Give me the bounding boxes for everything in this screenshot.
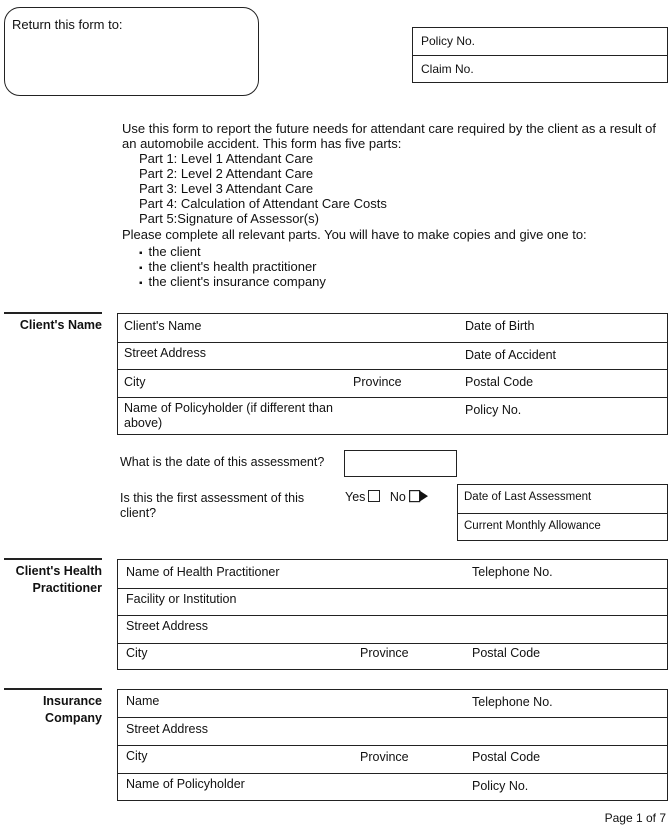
yes-label: Yes xyxy=(345,490,366,504)
date-accident-label: Date of Accident xyxy=(465,348,557,362)
claim-no-label: Claim No. xyxy=(421,62,474,76)
recipient-item: ▪ the client's insurance company xyxy=(139,274,672,289)
province-label: Province xyxy=(360,646,409,660)
part-item: Part 2: Level 2 Attendant Care xyxy=(139,166,314,181)
insurance-info-table xyxy=(117,689,668,801)
parts-list xyxy=(122,151,672,226)
last-assessment-label: Date of Last Assessment xyxy=(464,491,592,503)
recipient-list xyxy=(122,244,672,289)
assessment-date-question: What is the date of this assessment? xyxy=(120,455,325,469)
policy-no-label: Policy No. xyxy=(472,779,529,793)
copies-paragraph: Please complete all relevant parts. You will have to make copies and give one to: xyxy=(122,227,587,242)
practitioner-street-row[interactable] xyxy=(118,615,667,643)
facility-label: Facility or Institution xyxy=(126,592,237,606)
policy-no-label: Policy No. xyxy=(465,403,522,417)
city-label: City xyxy=(124,375,146,389)
postal-code-label: Postal Code xyxy=(472,750,541,764)
dob-label: Date of Birth xyxy=(465,319,535,333)
telephone-label: Telephone No. xyxy=(472,695,553,709)
policyholder-label: Name of Policyholder xyxy=(126,777,245,791)
monthly-allowance-field[interactable] xyxy=(458,513,667,541)
practitioner-name-row[interactable] xyxy=(118,560,667,588)
yes-no-options xyxy=(345,490,429,505)
practitioner-name-label: Name of Health Practitioner xyxy=(126,565,280,579)
client-city-row[interactable] xyxy=(118,369,667,397)
city-label: City xyxy=(126,749,148,763)
yes-checkbox[interactable] xyxy=(368,490,380,502)
insurance-section-title: Insurance Company xyxy=(42,694,102,725)
client-street-row[interactable] xyxy=(118,342,667,369)
instructions-paragraph: Use this form to report the future needs for attendant care required by the client as a result of an automobile accident. This form has five parts: xyxy=(122,121,657,151)
postal-code-label: Postal Code xyxy=(465,375,534,389)
client-name-label: Client's Name xyxy=(124,319,202,333)
insurance-policyholder-row[interactable] xyxy=(118,773,667,801)
monthly-allowance-label: Current Monthly Allowance xyxy=(464,520,601,532)
practitioner-info-table xyxy=(117,559,668,670)
street-label: Street Address xyxy=(126,619,208,633)
part-item: Part 1: Level 1 Attendant Care xyxy=(139,151,314,166)
street-label: Street Address xyxy=(124,346,206,360)
return-address-box[interactable] xyxy=(4,7,259,96)
last-assessment-field[interactable] xyxy=(458,485,667,513)
facility-row[interactable] xyxy=(118,588,667,615)
insurance-name-label: Name xyxy=(126,694,160,708)
recipient-item: ▪ the client's health practitioner xyxy=(139,259,672,274)
claim-no-field[interactable] xyxy=(413,55,667,82)
section-rule xyxy=(4,688,102,690)
policy-no-field[interactable] xyxy=(413,28,667,55)
street-label: Street Address xyxy=(126,722,208,736)
insurance-name-row[interactable] xyxy=(118,690,667,717)
insurance-street-row[interactable] xyxy=(118,717,667,745)
page-number: Page 1 of 7 xyxy=(604,811,666,825)
return-label: Return this form to: xyxy=(12,17,123,32)
part-item: Part 3: Level 3 Attendant Care xyxy=(139,181,314,196)
section-rule xyxy=(4,558,102,560)
no-label: No xyxy=(389,490,406,504)
practitioner-section-title: Client's Health Practitioner xyxy=(15,564,102,595)
province-label: Province xyxy=(360,750,409,764)
policyholder-row[interactable] xyxy=(118,397,667,434)
practitioner-city-row[interactable] xyxy=(118,643,667,670)
policyholder-label: Name of Policyholder (if different than above) xyxy=(124,401,333,430)
part-item: Part 4: Calculation of Attendant Care Costs xyxy=(139,196,387,211)
instructions xyxy=(122,121,672,289)
previous-assessment-box xyxy=(457,484,668,541)
policy-claim-box xyxy=(412,27,668,83)
section-rule xyxy=(4,312,102,314)
recipient-item: ▪ the client xyxy=(139,244,672,259)
insurance-city-row[interactable] xyxy=(118,745,667,773)
client-info-table xyxy=(117,313,668,435)
part-item: Part 5:Signature of Assessor(s) xyxy=(139,211,319,226)
assessment-date-input[interactable] xyxy=(344,450,457,477)
policy-no-label: Policy No. xyxy=(421,34,476,48)
telephone-label: Telephone No. xyxy=(472,565,553,579)
first-assessment-question: Is this the first assessment of this client? xyxy=(120,491,305,520)
city-label: City xyxy=(126,646,148,660)
client-name-row[interactable] xyxy=(118,314,667,342)
client-section-title: Client's Name xyxy=(19,318,102,332)
province-label: Province xyxy=(353,375,402,389)
postal-code-label: Postal Code xyxy=(472,646,541,660)
no-checkbox-arrow-icon[interactable] xyxy=(409,490,429,503)
